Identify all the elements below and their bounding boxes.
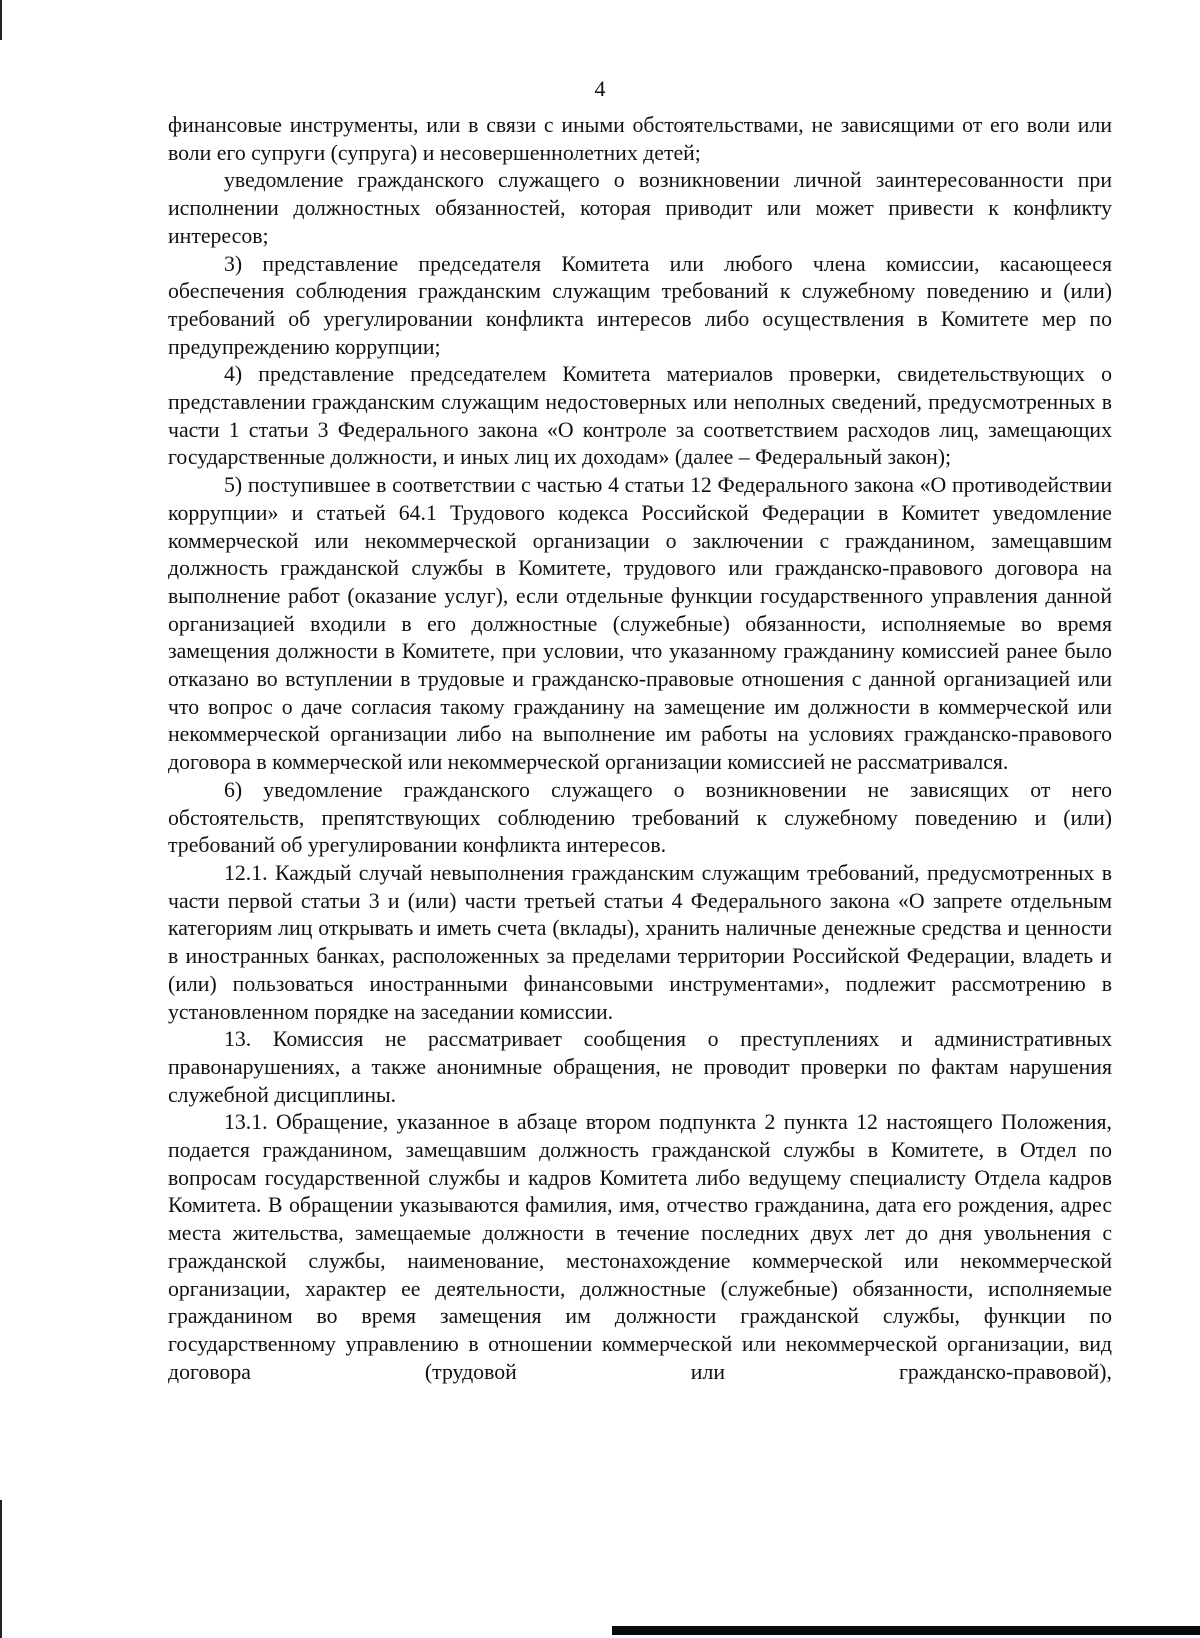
scan-edge-mark-top [0,0,2,40]
document-body [168,112,1112,1386]
paragraph-13-1: 13.1. Обращение, указанное в абзаце втором подпункта 2 пункта 12 настоящего Положения, подается гражданином, замещавшим должность гражданской службы в Комитете, в Отдел по вопросам государственной службы и кадров Комитета либо ведущему специалисту Отдела кадров Комитета. В обращении указываются фамилия, имя, отчество гражданина, дата его рождения, адрес места жительства, замещаемые должности в течение последних двух лет до дня увольнения с гражданской службы, наименование, местонахождение коммерческой или некоммерческой организации, характер ее деятельности, должностные (служебные) обязанности, исполняемые гражданином во время замещения им должности гражданской службы, функции по государственному управлению в отношении коммерческой или некоммерческой организации, вид договора (трудовой или гражданско-правовой), [168,1110,1112,1384]
paragraph-item-3: 3) представление председателя Комитета или любого члена комиссии, касающееся обеспечения соблюдения гражданским служащим требований к служебному поведению и (или) требований об урегулировании конфликта интересов либо осуществления в Комитете мер по предупреждению коррупции; [168,251,1112,359]
page-number: 4 [594,76,606,101]
paragraph-item-6: 6) уведомление гражданского служащего о возникновении не зависящих от него обстоятельств, препятствующих соблюдению требований к служебному поведению и (или) требований об урегулировании конфликта интересов. [168,777,1112,858]
scan-edge-mark-bottom [0,1500,2,1638]
paragraph-continuation: финансовые инструменты, или в связи с иными обстоятельствами, не зависящими от его воли или воли его супруги (супруга) и несовершеннолетних детей; [168,113,1112,165]
paragraph-item-5: 5) поступившее в соответствии с частью 4 статьи 12 Федерального закона «О противодействии коррупции» и статьей 64.1 Трудового кодекса Российской Федерации в Комитет уведомление коммерческой или некоммерческой организации о заключении с гражданином, замещавшим должность гражданской службы в Комитете, трудового или гражданско-правового договора на выполнение работ (оказание услуг), если отдельные функции государственного управления данной организацией входили в его должностные (служебные) обязанности, исполняемые во время замещения должности в Комитете, при условии, что указанному гражданину комиссией ранее было отказано во вступлении в трудовые и гражданско-правовые отношения с данной организацией или что вопрос о даче согласия такому гражданину на замещение им должности в коммерческой или некоммерческой организации либо на выполнение им работы на условиях гражданско-правового договора в коммерческой или некоммерческой организации комиссией не рассматривался. [168,473,1112,775]
paragraph-item-4: 4) представление председателем Комитета материалов проверки, свидетельствующих о представлении гражданским служащим недостоверных или неполных сведений, предусмотренных в части 1 статьи 3 Федерального закона «О контроле за соответствием расходов лиц, замещающих государственные должности, и иных лиц их доходам» (далее – Федеральный закон); [168,362,1112,470]
paragraph-13: 13. Комиссия не рассматривает сообщения о преступлениях и административных правонарушениях, а также анонимные обращения, не проводит проверки по фактам нарушения служебной дисциплины. [168,1027,1112,1107]
paragraph-12-1: 12.1. Каждый случай невыполнения гражданским служащим требований, предусмотренных в части первой статьи 3 и (или) части третьей статьи 4 Федерального закона «О запрете отдельным категориям лиц открывать и иметь счета (вклады), хранить наличные денежные средства и ценности в иностранных банках, расположенных за пределами территории Российской Федерации, владеть и (или) пользоваться иностранными финансовыми инструментами», подлежит рассмотрению в установленном порядке на заседании комиссии. [168,860,1112,1024]
paragraph-notification: уведомление гражданского служащего о возникновении личной заинтересованности при исполнении должностных обязанностей, которая приводит или может привести к конфликту интересов; [168,168,1112,248]
scan-bottom-bar [612,1626,1200,1635]
